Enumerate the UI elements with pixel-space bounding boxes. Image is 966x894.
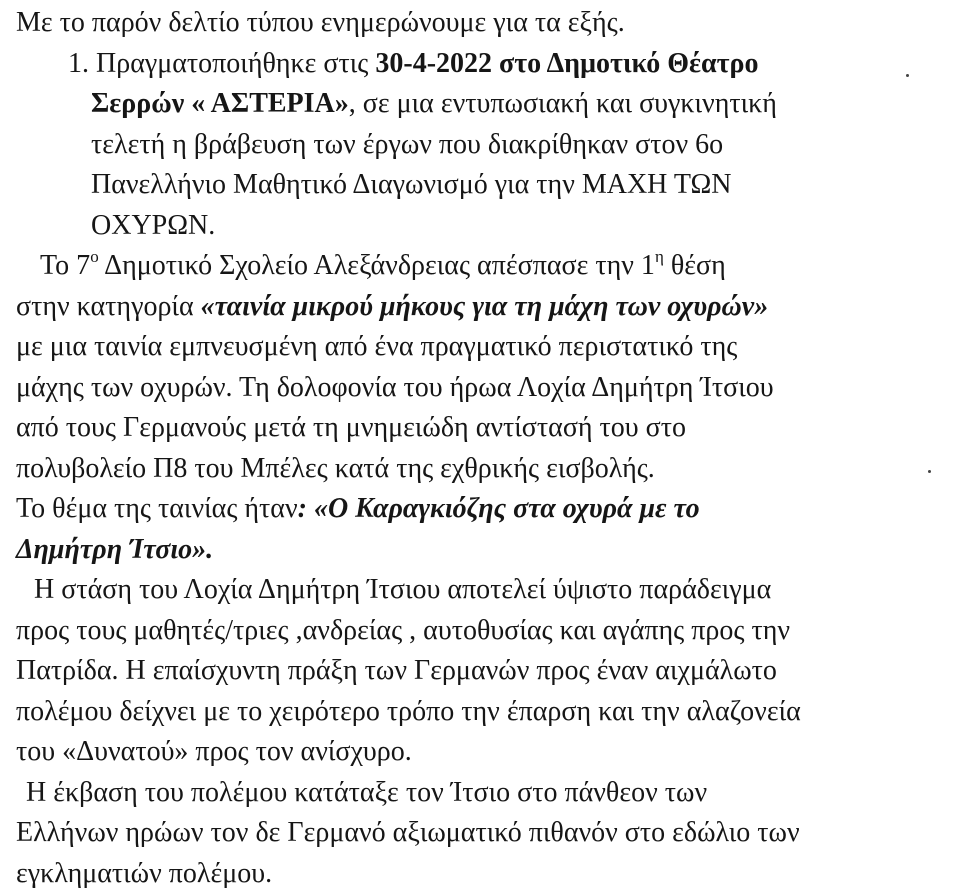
para4-text-l3: Πατρίδα. Η επαίσχυντη πράξη των Γερμανών προς έναν αιχμάλωτο bbox=[16, 655, 777, 686]
para4-line-2 bbox=[16, 611, 956, 652]
para2-line-1 bbox=[16, 246, 956, 287]
para4-line-1 bbox=[16, 570, 956, 611]
para5-text-l3: εγκληματιών πολέμου. bbox=[16, 858, 272, 889]
item1-line-4 bbox=[16, 165, 956, 206]
para2-line-2 bbox=[16, 287, 956, 328]
paragraph-stance bbox=[16, 570, 956, 773]
para4-line-5 bbox=[16, 732, 956, 773]
item1-text-l3: τελετή η βράβευση των έργων που διακρίθηκαν στον 6ο bbox=[91, 129, 723, 160]
scan-speck bbox=[906, 74, 909, 77]
para2-line-3 bbox=[16, 327, 956, 368]
para5-text-l2: Ελλήνων ηρώων τον δε Γερμανό αξιωματικό πιθανόν στο εδώλιο των bbox=[16, 817, 800, 848]
film-title-part-2: Δημήτρη Ίτσιο». bbox=[16, 534, 213, 565]
para4-text-l2: προς τους μαθητές/τριες ,ανδρείας , αυτοθυσίας και αγάπης προς την bbox=[16, 615, 790, 646]
paragraph-film-theme bbox=[16, 489, 956, 570]
para2-text-c: θέση bbox=[664, 250, 726, 281]
item1-line-2 bbox=[16, 84, 956, 125]
para5-text-l1: Η έκβαση του πολέμου κατάταξε τον Ίτσιο στο πάνθεον των bbox=[26, 777, 707, 808]
para2-text-a: Το 7 bbox=[40, 250, 90, 281]
item1-text-a: Πραγματοποιήθηκε στις bbox=[96, 48, 375, 79]
para5-line-2 bbox=[16, 813, 956, 854]
ordinal-superscript: ο bbox=[90, 247, 99, 266]
para2-line-4 bbox=[16, 368, 956, 409]
paragraph-award bbox=[16, 246, 956, 489]
item1-text-l5: ΟΧΥΡΩΝ. bbox=[91, 210, 215, 241]
para2-category-title: «ταινία μικρού μήκους για τη μάχη των οχυρών» bbox=[201, 291, 769, 322]
para2-text-l5: από τους Γερμανούς μετά τη μνημειώδη αντίστασή του στο bbox=[16, 412, 686, 443]
para4-text-l1: Η στάση του Λοχία Δημήτρη Ίτσιου αποτελεί ύψιστο παράδειγμα bbox=[34, 574, 771, 605]
para5-line-3 bbox=[16, 854, 956, 894]
para2-text-l6: πολυβολείο Π8 του Μπέλες κατά της εχθρικής εισβολής. bbox=[16, 453, 655, 484]
item1-line-3 bbox=[16, 125, 956, 166]
para3-line-1 bbox=[16, 489, 956, 530]
para2-text-l4: μάχης των οχυρών. Τη δολοφονία του ήρωα Λοχία Δημήτρη Ίτσιου bbox=[16, 372, 774, 403]
para3-line-2 bbox=[16, 530, 956, 571]
para3-text-a: Το θέμα της ταινίας ήταν bbox=[16, 493, 298, 524]
list-item-1 bbox=[16, 44, 956, 247]
para4-text-l4: πολέμου δείχνει με το χειρότερο τρόπο την έπαρση και την αλαζονεία bbox=[16, 696, 801, 727]
para2-line-6 bbox=[16, 449, 956, 490]
paragraph-outcome bbox=[16, 773, 956, 894]
para2-text-l3: με μια ταινία εμπνευσμένη από ένα πραγματικό περιστατικό της bbox=[16, 331, 737, 362]
scan-speck bbox=[928, 470, 931, 473]
para2-line-5 bbox=[16, 408, 956, 449]
para4-line-3 bbox=[16, 651, 956, 692]
film-title-part-1: : «Ο Καραγκιόζης στα οχυρά με το bbox=[298, 493, 700, 524]
intro-line bbox=[16, 3, 956, 44]
venue-name: Σερρών « ΑΣΤΕΡΙΑ» bbox=[91, 88, 349, 119]
item1-line-5 bbox=[16, 206, 956, 247]
para4-text-l5: του «Δυνατού» προς τον ανίσχυρο. bbox=[16, 736, 412, 767]
item1-text-l4: Πανελλήνιο Μαθητικό Διαγωνισμό για την ΜΑΧΗ ΤΩΝ bbox=[91, 169, 732, 200]
para2-category-label: στην κατηγορία bbox=[16, 291, 201, 322]
para4-line-4 bbox=[16, 692, 956, 733]
item1-line-1 bbox=[16, 44, 956, 85]
item1-number: 1. bbox=[68, 48, 89, 79]
para2-text-b: Δημοτικό Σχολείο Αλεξάνδρειας απέσπασε την 1 bbox=[99, 250, 655, 281]
ordinal-superscript: η bbox=[655, 247, 664, 266]
intro-text: Με το παρόν δελτίο τύπου ενημερώνουμε για τα εξής. bbox=[16, 7, 625, 38]
para5-line-1 bbox=[16, 773, 956, 814]
item1-text-b: , σε μια εντυπωσιακή και συγκινητική bbox=[349, 88, 777, 119]
event-date-venue: 30-4-2022 στο Δημοτικό Θέατρο bbox=[375, 48, 758, 79]
